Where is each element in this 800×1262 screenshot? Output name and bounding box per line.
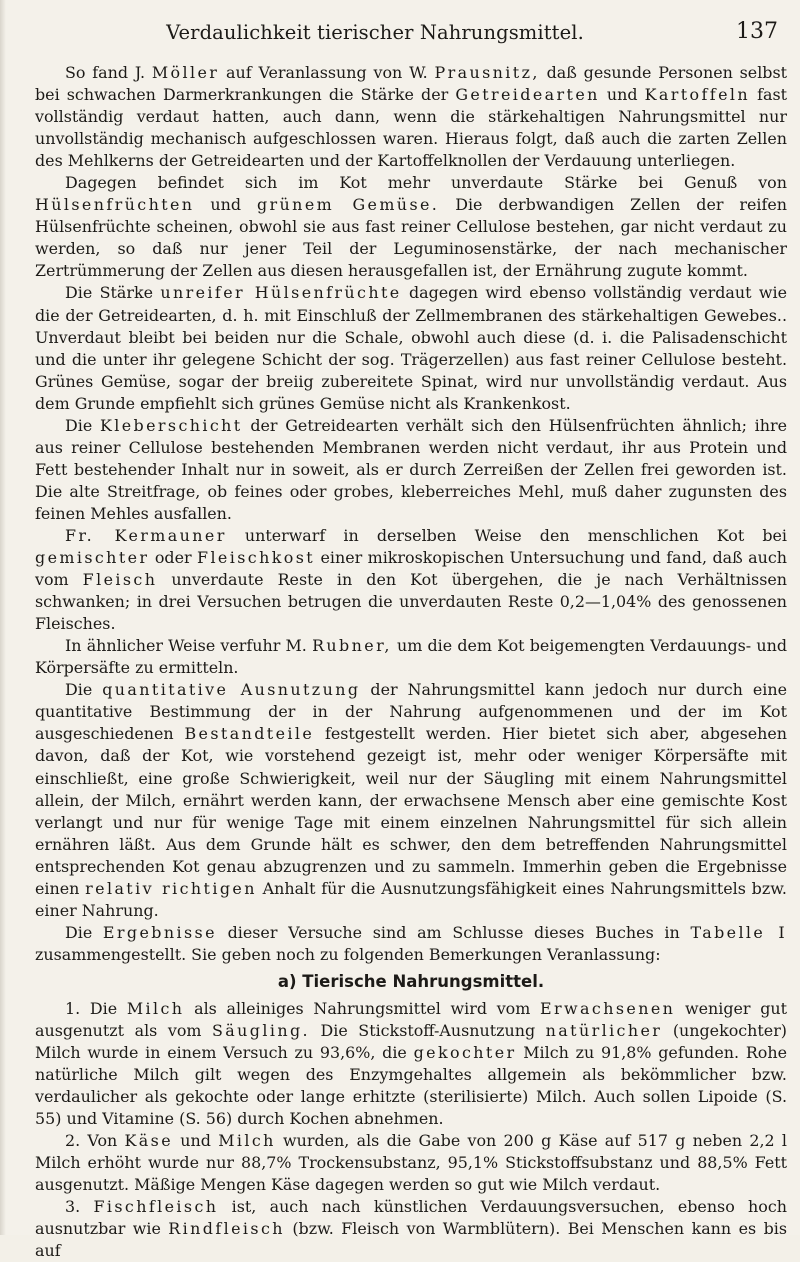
text-run: Die	[65, 680, 103, 700]
text-run: Säugling.	[212, 1020, 310, 1040]
text-run: unreifer Hülsenfrüchte	[160, 283, 402, 303]
text-run: daß gesunde Personen selbst bei schwachen Darmerkrankungen die Stärke der	[35, 63, 788, 105]
text-run: 1. Die	[65, 998, 127, 1018]
text-run: Die	[65, 922, 103, 942]
running-title: Verdaulichkeit tierischer Nahrungsmittel.	[166, 21, 584, 44]
text-run: grünem Gemüse.	[256, 195, 440, 215]
text-run: 2. Von	[65, 1131, 125, 1151]
text-run: Die Stickstoff-Ausnutzung	[310, 1020, 546, 1040]
text-run: Hülsenfrüchten	[35, 195, 195, 215]
paragraph-unreife-huelsenfruechte	[35, 282, 787, 414]
text-run: Die derbwandigen Zellen der reifen Hülsenfrüchte scheinen, obwohl sie aus fast reiner Cellulose bestehen, gar nicht verdaut zu werden, so daß nur jener Teil der Leguminosenstärke, der nach mechanischer Zertrümmerung der Zellen aus diesen herausgefallen ist, der Ernährung zugute kommt.	[35, 195, 787, 281]
text-run: (ungekochter) Milch wurde in einem Versuch zu 93,6%, die	[35, 1020, 787, 1063]
paragraph-fischfleisch	[35, 1196, 787, 1262]
text-run: Ergebnisse	[102, 922, 217, 942]
page-gutter-shadow	[0, 0, 6, 1235]
text-run: Kartoffeln	[644, 85, 750, 105]
text-run: relativ richtigen	[85, 878, 257, 898]
text-run: Erwachsenen	[540, 998, 676, 1018]
paragraph-quantitative-ausnutzung	[35, 679, 787, 922]
text-run: einer mikroskopischen Untersuchung und fand, daß auch vom	[35, 548, 787, 590]
text-run: Rubner,	[312, 636, 392, 656]
text-run: natürlicher	[545, 1020, 663, 1040]
text-run: Milch	[126, 998, 185, 1018]
text-run: gekochter	[413, 1043, 517, 1063]
text-run: der Getreidearten verhält sich den Hülsenfrüchten ähnlich; ihre aus reiner Cellulose bestehenden Membranen werden nicht verdaut, ihr aus Protein und Fett bestehender Inhalt nur in soweit, als er durch Zerreißen der Zellen frei geworden ist. Die alte Streitfrage, ob feines oder grobes, kleberreiches Mehl, muß daher zugunsten des feinen Mehles ausfallen.	[35, 415, 787, 523]
text-run: Anhalt für die Ausnutzungsfähigkeit eines Nahrungsmittels bzw. einer Nahrung.	[35, 878, 787, 920]
text-run: Bestandteile	[184, 724, 315, 744]
text-run: zusammengestellt. Sie geben noch zu folgenden Bemerkungen Veranlassung:	[35, 944, 661, 964]
text-run: festgestellt werden. Hier bietet sich aber, abgesehen davon, daß der Kot, wie vorstehend gezeigt ist, mehr oder weniger Körpersäfte mit einschließt, eine große Schwierigkeit, weil nur der Säugling mit einem Nahrungsmittel allein, der Milch, ernährt werden kann, der erwachsene Mensch aber eine gemischte Kost verlangt und nur für wenige Tage mit einem einzelnen Nahrungsmittel für sich allein ernähren läßt. Aus dem Grunde hält es schwer, den dem betreffenden Nahrungsmittel entsprechenden Kot genau abzugrenzen und zu sammeln. Immerhin geben die Ergebnisse einen	[35, 724, 787, 898]
text-run: Tabelle I	[690, 922, 787, 942]
text-run: In ähnlicher Weise verfuhr M.	[65, 636, 313, 656]
text-run: weniger gut ausgenutzt als vom	[35, 998, 787, 1040]
text-run: (bzw. Fleisch von Warmblütern). Bei Menschen kann es bis auf	[35, 1219, 787, 1261]
text-run: 3.	[65, 1197, 94, 1217]
text-run: oder	[149, 548, 198, 568]
text-run: fast vollständig verdaut hatten, auch dann, wenn die stärkehaltigen Nahrungsmittel nur unvollständig mechanisch aufgeschlossen waren. Hieraus folgt, daß auch die zarten Zellen des Mehlkerns der Getreidearten und der Kartoffelknollen der Verdauung unterliegen.	[35, 85, 787, 171]
text-run: auf Veranlassung von W.	[219, 63, 435, 82]
text-run: Fleisch	[82, 570, 158, 590]
text-run: gemischter	[35, 548, 150, 568]
text-run: der Nahrungsmittel kann jedoch nur durch eine quantitative Bestimmung der in der Nahrung aufgenommenen und der im Kot ausgeschiedenen	[35, 680, 788, 744]
text-run: unterwarf in derselben Weise den menschlichen Kot bei	[226, 525, 787, 545]
text-run: Kleberschicht	[99, 415, 243, 435]
paragraph-moeller	[35, 62, 787, 172]
text-run: Fischfleisch	[93, 1197, 219, 1217]
text-run: als alleiniges Nahrungsmittel wird vom	[184, 998, 541, 1018]
section-heading: a) Tierische Nahrungsmittel.	[277, 971, 545, 991]
text-run: quantitative Ausnutzung	[102, 680, 361, 700]
text-run: und	[173, 1131, 219, 1151]
text-run: wurden, als die Gabe von 200 g Käse auf 517 g neben 2,2 l Milch erhöht wurde nur 88,7% Trockensubstanz, 95,1% Stickstoffsubstanz und 88,5% Fett ausgenutzt. Mäßige Mengen Käse dagegen werden so gut wie Milch verdaut.	[35, 1131, 787, 1195]
text-run: Käse	[124, 1131, 174, 1151]
text-run: Möller	[151, 63, 220, 82]
paragraph-kaese	[35, 1130, 787, 1196]
text-run: Milch zu 91,8% gefunden. Rohe natürliche Milch gilt wegen des Enzymgehaltes allgemein als bekömmlicher bzw. verdaulicher als gekochte oder lange erhitzte (sterilisierte) Milch. Auch sollen Lipoide (S. 55) und Vitamine (S. 56) durch Kochen abnehmen.	[35, 1043, 787, 1129]
text-run: Prausnitz,	[434, 63, 540, 82]
text-run: Die	[65, 415, 100, 435]
text-run: um die dem Kot beigemengten Verdauungs- und Körpersäfte zu ermitteln.	[35, 636, 787, 678]
paragraph-ergebnisse	[35, 922, 787, 966]
text-run: Milch	[218, 1131, 276, 1151]
text-run: Fleischkost	[197, 548, 316, 568]
paragraph-rubner	[35, 635, 787, 679]
paragraph-kleberschicht	[35, 415, 787, 525]
paragraph-kermauner	[35, 525, 787, 635]
text-run: und	[194, 195, 257, 215]
text-run: Getreidearten	[455, 85, 600, 105]
text-run: Rindfleisch	[168, 1219, 285, 1239]
text-run: Dagegen befindet sich im Kot mehr unverdaute Stärke bei Genuß von	[65, 173, 787, 193]
text-run: So fand J.	[65, 63, 152, 82]
text-run: dagegen wird ebenso vollständig verdaut wie die der Getreidearten, d. h. mit Einschluß der Zellmembranen des stärkehaltigen Gewebes.. Unverdaut bleibt bei beiden nur die Schale, obwohl auch diese (d. i. die Palisadenschicht und die unter ihr gelegene Schicht der sog. Trägerzellen) aus fast reiner Cellulose besteht. Grünes Gemüse, sogar der breiig zubereitete Spinat, wird nur unvollständig verdaut. Aus dem Grunde empfiehlt sich grünes Gemüse nicht als Krankenkost.	[35, 283, 787, 413]
page-number: 137	[736, 19, 778, 44]
running-head	[0, 21, 800, 51]
paragraph-huelsenfruechte	[35, 172, 787, 282]
text-run: dieser Versuche sind am Schlusse dieses Buches in	[216, 922, 691, 942]
text-run: unverdaute Reste in den Kot übergehen, die je nach Verhältnissen schwanken; in drei Versuchen betrugen die unverdauten Reste 0,2—1,04% des genossenen Fleisches.	[35, 570, 787, 634]
paragraph-milch	[35, 998, 787, 1130]
text-run: Die Stärke	[65, 283, 161, 303]
text-run: ist, auch nach künstlichen Verdauungsversuchen, ebenso hoch ausnutzbar wie	[35, 1197, 787, 1239]
body-text	[35, 62, 787, 1262]
text-run: Fr. Kermauner	[65, 525, 227, 545]
text-run: und	[599, 85, 645, 105]
